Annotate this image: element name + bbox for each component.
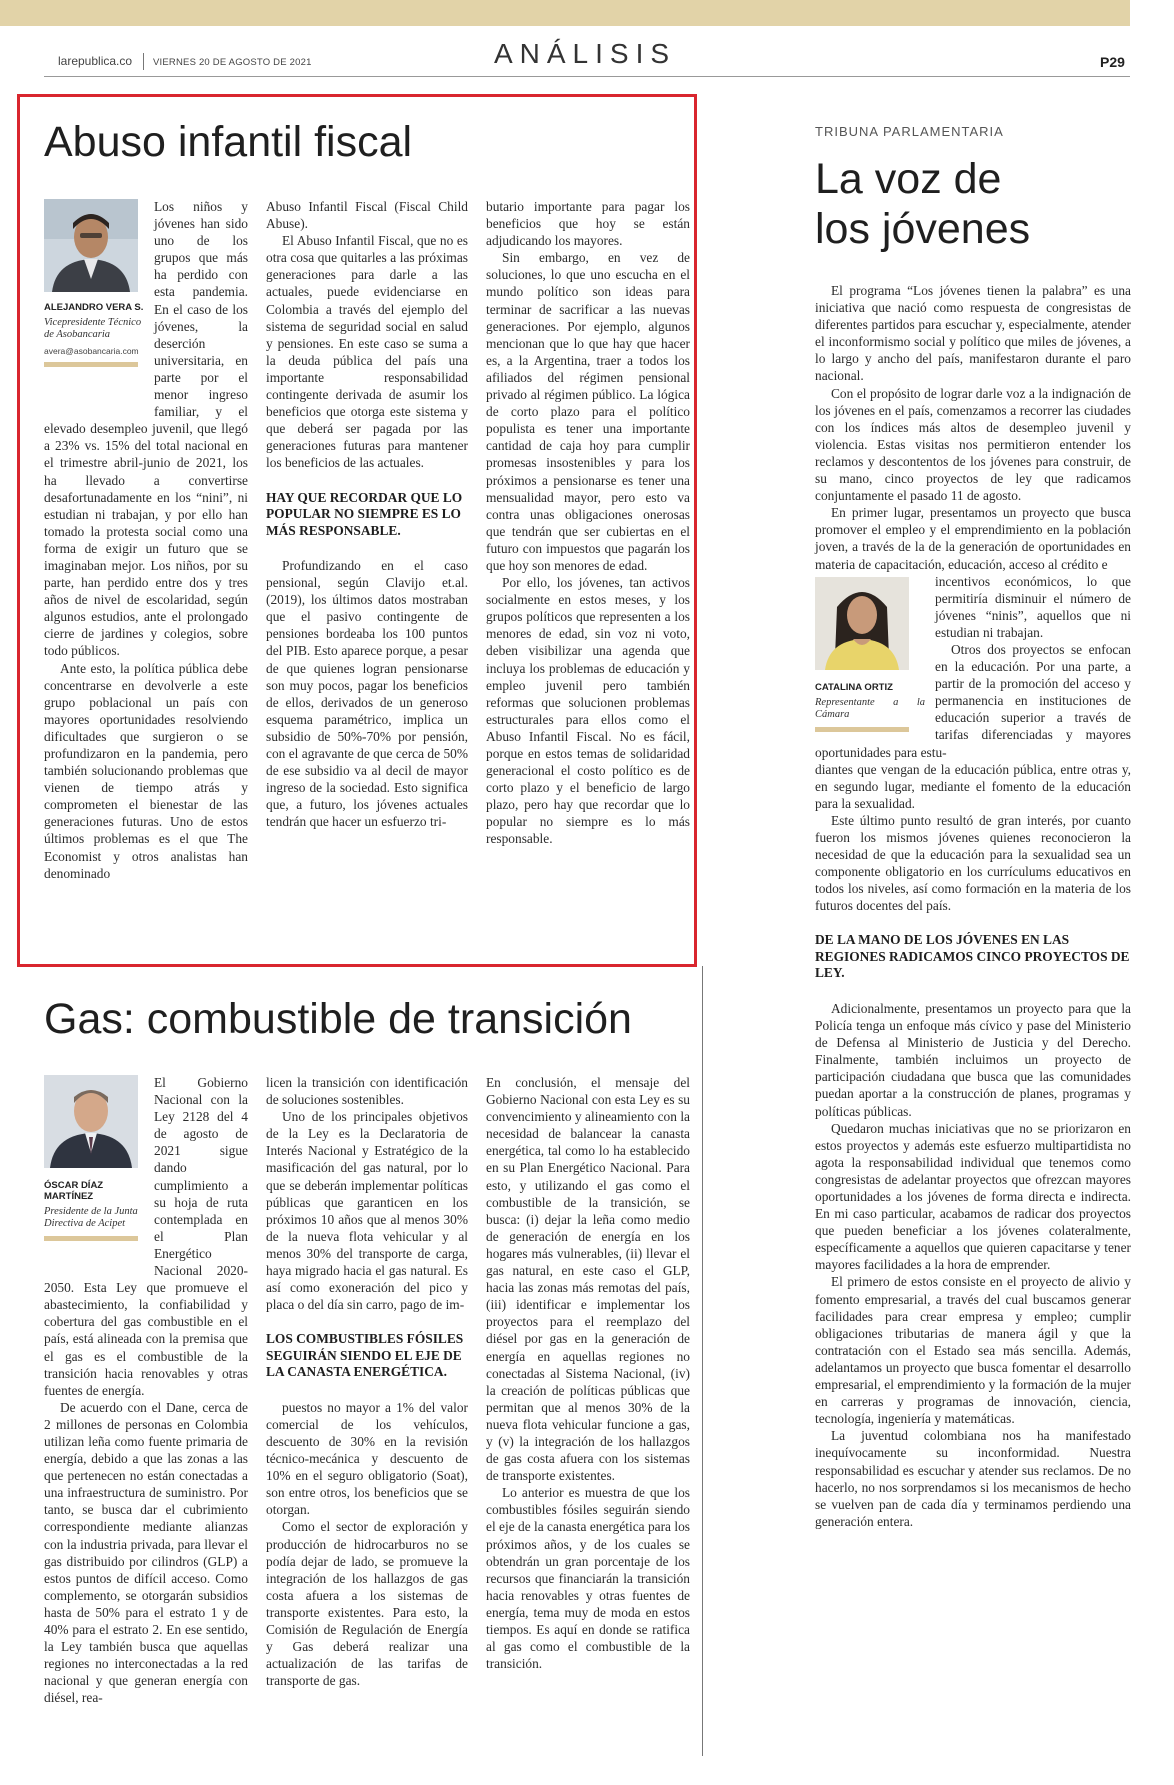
paragraph: Ante esto, la política pública debe concentrarse en devolverle a este grupo poblacional un país con mayores oportunidades resolviendo dificultades que surgieron o se profundizaron en la pandemia, pero también solucionando problemas que vienen de tiempo atrás y comprometen el bienestar de las generaciones futuras. Uno de estos últimos problemas es el que The Economist y otros analistas han denominado	[44, 660, 248, 881]
article2-column-2	[266, 1074, 468, 1689]
issue-date: VIERNES 20 DE AGOSTO DE 2021	[153, 57, 312, 68]
author-role: Representante a la Cámara	[815, 696, 925, 720]
paragraph: La juventud colombiana nos ha manifestado inequívocamente su inconformidad. Nuestra responsabilidad es escuchar y atender sus reclamos. De no hacerlo, no nos sorprendamos si los mecanismos de hecho se vuelven pan de cada día y terminamos perdiendo una generación entera.	[815, 1428, 1131, 1529]
paragraph: El Abuso Infantil Fiscal, que no es otra cosa que quitarles a las próximas generaciones para darle a las actuales, puede evidenciarse en Colombia a través del ejemplo del sistema de seguridad social en salud y pensiones. En este caso se suma a la deuda pública del país una importante responsabilidad contingente derivada de asumir los beneficios que otorga este sistema y que deberá ser pagada por las generaciones futuras para mantener los beneficios de las actuales.	[266, 233, 468, 471]
author-name: ÓSCAR DÍAZ MARTÍNEZ	[44, 1180, 104, 1202]
pull-quote: LOS COMBUSTIBLES FÓSILES SEGUIRÁN SIENDO EL EJE DE LA CANASTA ENERGÉTICA.	[266, 1331, 464, 1380]
paragraph: Por ello, los jóvenes, tan activos socialmente en estos meses, y los grupos políticos que representen a los menores de edad, sin voz ni voto, deben visibilizar una agenda que incluya los problemas de educación y empleo juvenil pero también reformas que solucionen problemas estructurales para ellos como el Abuso Infantil Fiscal. No es fácil, porque en estos temas de solidaridad generacional el costo político es de corto plazo y el beneficio de largo plazo, pero hay que recordar que lo popular no siempre es lo más responsable.	[486, 575, 690, 847]
paragraph: Este último punto resultó de gran interés, por cuanto fueron los mismos jóvenes quienes reconocieron la necesidad de que la educación para la sexualidad sea un componente obligatorio en los currículums educativos en todos los niveles, así como formación en la materia de los futuros docentes del país.	[815, 812, 1131, 914]
paragraph: El programa “Los jóvenes tienen la palabra” es una iniciativa que nació como respuesta de congresistas de diferentes partidos para escuchar y, especialmente, atender el inconformismo social y político que miles de jóvenes, a lo largo y ancho del país, manifestaron durante el paro nacional.	[815, 283, 1131, 384]
author-name: CATALINA ORTIZ	[815, 681, 893, 693]
column-rule	[702, 966, 703, 1756]
article1-title: Abuso infantil fiscal	[44, 118, 413, 166]
article1-column-1	[44, 198, 248, 882]
author-role: Presidente de la Junta Directiva de Acipet	[44, 1206, 138, 1229]
paragraph: Profundizando en el caso pensional, según Clavijo et.al. (2019), los últimos datos mostraban que el pasivo contingente de pensiones bordeaba los 100 puntos del PIB. Esto aparece porque, a pesar de que quienes logran pensionarse son muy pocos, pagar los beneficios de ellos, derivados de un generoso esquema paramétrico, implica un subsidio de 50%-70% por pensión, con el agravante de que cerca de 50% de ese subsidio va al decil de mayor ingreso de la sociedad. Esto significa que, a futuro, los jóvenes actuales tendrán que hacer un esfuerzo tri-	[266, 558, 468, 830]
paragraph: butario importante para pagar los beneficios que hoy se están adjudicando los mayores.	[486, 199, 690, 249]
pull-quote: DE LA MANO DE LOS JÓVENES EN LAS REGIONES RADICAMOS CINCO PROYECTOS DE LEY.	[815, 932, 1130, 981]
article2-title: Gas: combustible de transición	[44, 995, 632, 1043]
section-title: ANÁLISIS	[493, 38, 677, 69]
author-email[interactable]: avera@asobancaria.com	[44, 346, 139, 356]
author-bar	[815, 727, 909, 732]
paragraph: Lo anterior es muestra de que los combustibles fósiles seguirán siendo el eje de la canasta energética para los próximos años, y de los cuales se obtendrán un gran porcentaje de los recursos que financiarán la transición hacia renovables y otras fuentes de energía, tema muy de moda en estos tiempos. Es aquí en donde se ratifica al gas como el combustible de la transición.	[486, 1485, 690, 1672]
article1-column-2	[266, 198, 468, 831]
paragraph: El Gobierno Nacional con la Ley 2128 del 4 de agosto de 2021 sigue dando cumplimiento a su hoja de ruta contemplada en el Plan Energético Nacional 2020-2050. Esta Ley que promueve el abastecimiento, la confiabilidad y cobertura del gas combustible en el país, está alineada con la premisa que el gas es el combustible de la transición hacia renovables y otras fuentes de energía.	[44, 1075, 248, 1398]
paragraph: Como el sector de exploración y producción de hidrocarburos no se podía dejar de lado, se promueve la integración de los hallazgos de gas costa afuera a los sistemas de transporte existentes. Para esto, la Comisión de Regulación de Energía y Gas deberá realizar una actualización de las tarifas de transporte de gas.	[266, 1519, 468, 1689]
paragraph: De acuerdo con el Dane, cerca de 2 millones de personas en Colombia utilizan leña como fuente primaria de energía, debido a que las zonas a las que pertenecen no están conectadas a una infraestructura de suministro. Por tanto, se busca dar el cubrimiento correspondiente mediante alianzas con la industria privada, para llevar el gas distribuido por cilindros (GLP) a estos puntos de difícil acceso. Como complemento, se otorgarán subsidios hasta de 50% para el estrato 1 y de 40% para el estrato 2. En ese sentido, la Ley también busca que aquellas regiones no interconectadas a la red nacional y que generan energía con diésel, rea-	[44, 1399, 248, 1706]
article3-title-line-1: La voz de	[815, 155, 1002, 203]
author-photo-catalina-image	[815, 577, 909, 670]
pull-quote: HAY QUE RECORDAR QUE LO POPULAR NO SIEMPRE ES LO MÁS RESPONSABLE.	[266, 489, 463, 538]
article3-title-line-2: los jóvenes	[815, 205, 1031, 253]
paragraph: Adicionalmente, presentamos un proyecto para que la Policía tenga un enfoque más cívico y pase del Ministerio de Defensa al Ministerio de Justicia y del Derecho. Finalmente, también incluimos un proyecto de participación ciudadana que busca que las comunidades puedan aportar a la construcción de planes, programas y políticas públicas.	[815, 1000, 1131, 1119]
author-wrap-space	[44, 1074, 154, 1266]
paragraph: Otros dos proyectos se enfocan en la educación. Por una parte, a partir de la promoción del acceso y permanencia en instituciones de educación superior a través de tarifas diferenciadas y mayores oportunidades para estu-	[815, 641, 1131, 760]
paragraph: Abuso Infantil Fiscal (Fiscal Child Abuse).	[266, 199, 468, 232]
page-number: P29	[1100, 54, 1125, 70]
author-caption-catalina	[815, 682, 925, 732]
paragraph: Quedaron muchas iniciativas que no se priorizaron en estos proyectos y además este esfuerzo multipartidista no agota la responsabilidad individual que tenemos como congresistas de adelantar proyectos que ofrezcan mayores oportunidades a los jóvenes de forma directa e indirecta. En mi caso particular, acabamos de radicar dos proyectos que pueden beneficiar a los jóvenes colateralmente, específicamente a aquellos que quieren capacitarse y tener mayores facilidades a la hora de emprender.	[815, 1120, 1131, 1273]
author-block-catalina	[815, 577, 925, 732]
article3-column	[815, 282, 1131, 1530]
paragraph: incentivos económicos, lo que permitiría disminuir el número de jóvenes “ninis”, aquellos que ni estudian ni trabajan.	[935, 573, 1131, 640]
masthead-divider	[143, 53, 144, 70]
article2-column-1	[44, 1074, 248, 1706]
article3-kicker: TRIBUNA PARLAMENTARIA	[815, 124, 1004, 139]
top-color-bar	[0, 0, 1130, 26]
paragraph: diantes que vengan de la educación pública, entre otras y, en segundo lugar, mediante el fomento de la educación para la sexualidad.	[815, 761, 1131, 811]
author-role: Vicepresidente Técnico de Asobancaria	[44, 317, 142, 340]
paragraph: Con el propósito de lograr darle voz a la indignación de los jóvenes en el país, comenzamos a recorrer las ciudades con los índices más altos de desempleo juvenil y violencia. Estas visitas nos permitieron entender los reclamos y descontentos de los jóvenes para construir, de su mano, cinco proyectos de ley que radicamos conjuntamente el pasado 11 de agosto.	[815, 385, 1131, 504]
paragraph: En primer lugar, presentamos un proyecto que busca promover el empleo y el emprendimiento en la población joven, a través de la de la generación de oportunidades en materia de capacitación, educación, acceso al crédito e	[815, 505, 1131, 572]
paragraph: En conclusión, el mensaje del Gobierno Nacional con esta Ley es su convencimiento y alineamiento con la necesidad de balancear la canasta energética, tal como lo ha establecido en su Plan Energético Nacional. Para esto, y utilizando el gas como el combustible de la transición, se busca: (i) dejar la leña como medio de generación de energía en los hogares más vulnerables, (ii) llevar el gas natural, en este caso el GLP, hacia las zonas más remotas del país, (iii) identificar e implementar los proyectos para el reemplazo del diésel por gas en la generación de energía en aquellas regiones no conectadas al Sistema Nacional, (iv) la creación de políticas públicas que permitan que al menos 30% de la nueva flota vehicular funcione a gas, y (v) la integración de los hallazgos de gas costa afuera con los sistemas de transporte existentes.	[486, 1075, 690, 1484]
site-url[interactable]: larepublica.co	[58, 54, 133, 68]
paragraph: puestos no mayor a 1% del valor comercial de los vehículos, descuento de 30% en la revisión técnico-mecánica y descuento de 10% en el seguro obligatorio (Soat), son entre otros, los beneficios que se otorgan.	[266, 1399, 468, 1518]
paragraph: licen la transición con identificación de soluciones sostenibles.	[266, 1075, 468, 1108]
article2-column-3	[486, 1074, 690, 1672]
author-wrap-area	[815, 573, 1131, 761]
paragraph: Sin embargo, en vez de soluciones, lo que uno escucha en el mundo político son ideas para terminar de sacrificar a las nuevas generaciones. Por ejemplo, algunos mencionan que lo que hay que hacer es, a la Argentina, traer a todos los afiliados del régimen pensional privado al régimen público. La lógica de corto plazo para el político populista es tener una importante cantidad de caja hoy para cumplir promesas insostenibles y para los próximos a pensionarse es tener una mensualidad mayor, pero esto va contra unas obligaciones onerosas que tendrán que ser cubiertas en el futuro con impuestos que pagarán los que hoy son menores de edad.	[486, 250, 690, 573]
author-name: ALEJANDRO VERA S.	[44, 302, 144, 313]
masthead-rule	[44, 76, 1130, 77]
author-wrap-space	[44, 198, 154, 416]
paragraph: El primero de estos consiste en el proyecto de alivio y fomento empresarial, a través del cual buscamos generar facilidades para crear empresa y empleo; cumplir obligaciones tributarias de manera ágil y que la contratación con el Estado sea más sencilla. Además, adelantamos un proyecto que busca fomentar el desarrollo empresarial, el emprendimiento y la formación de la mujer en carreras y programas de innovación, ciencia, tecnología, ingeniería y matemáticas.	[815, 1274, 1131, 1427]
article3-title	[815, 154, 1030, 254]
paragraph: Uno de los principales objetivos de la Ley es la Declaratoria de Interés Nacional y Estratégico de la masificación del gas natural, por lo que se deberán implementar políticas públicas que garanticen en los próximos 10 años que al menos 30% de la nueva flota vehicular y al menos 30% del transporte de carga, haya migrado hacia el gas natural. Es así como exoneración del pico y placa o del día sin carro, pago de im-	[266, 1109, 468, 1313]
author-photo-catalina	[815, 577, 909, 670]
article1-column-3	[486, 198, 690, 848]
paragraph: Los niños y jóvenes han sido uno de los grupos que más ha perdido con esta pandemia. En el caso de los jóvenes, la deserción universitaria, en parte por el menor ingreso familiar, y el elevado desempleo juvenil, que llegó a 23% vs. 15% del total nacional en el trimestre abril-junio de 2021, los ha llevado a convertirse desafortunadamente en los “nini”, ni estudian ni trabajan, y por ello han tomado la protesta social como una forma de exigir un futuro que se imaginaban mejor. Los niños, por su parte, han perdido entre dos y tres años de nivel de escolaridad, según algunos estudios, ante el prolongado cierre de jardines y colegios, sobre todo públicos.	[44, 199, 248, 659]
